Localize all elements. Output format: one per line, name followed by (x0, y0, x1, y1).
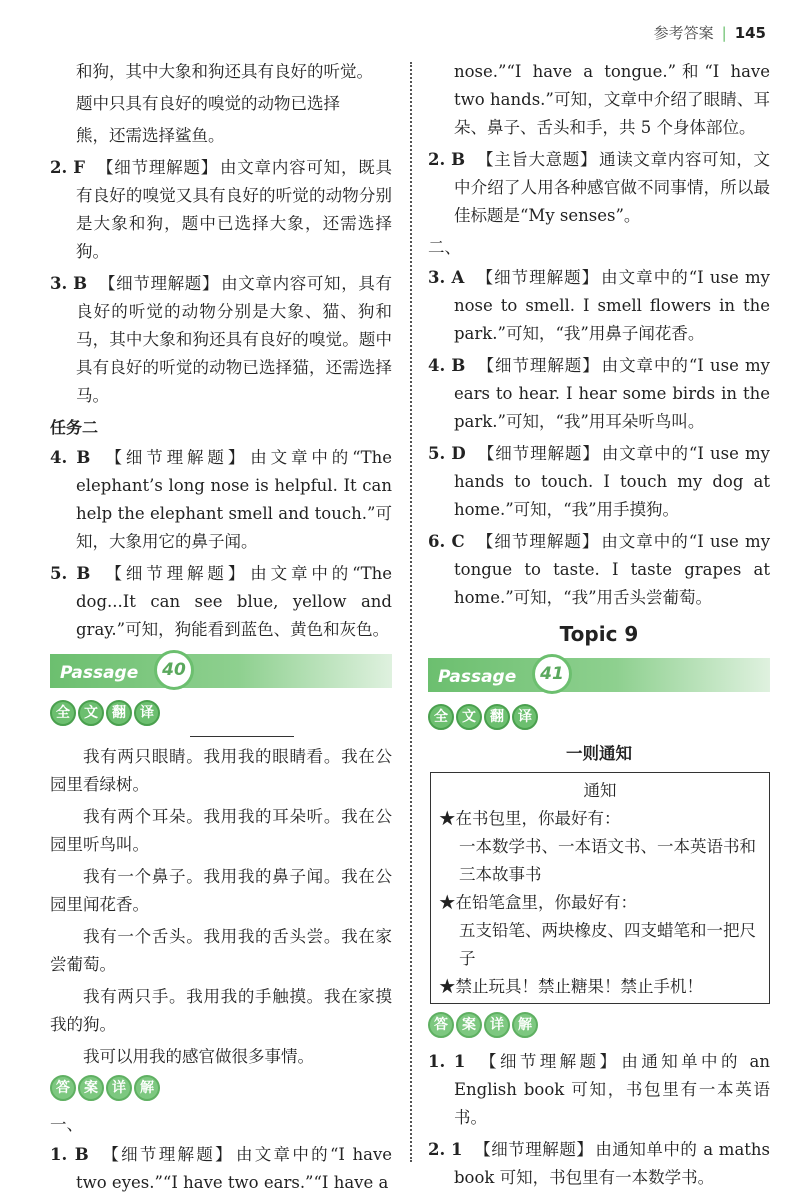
translation-paragraph: 我有两只手。我用我的手触摸。我在家摸我的狗。 (50, 987, 392, 1034)
page-header (654, 22, 766, 43)
passage-banner (50, 654, 392, 688)
notice-line: ★在铅笔盒里，你最好有： (439, 893, 637, 912)
column-divider (410, 62, 412, 1162)
answer-item: 3. A 【细节理解题】 由文章中的“I use my nose to smell. I smell flowers in the park.”可知，“我”用鼻子闻花香。 (428, 268, 771, 343)
notice-line: 一本数学书、一本语文书、一本英语书和三本故事书 (459, 837, 756, 884)
section-two: 二、 (428, 238, 461, 257)
answer-item: 1. B 【细节理解题】 由文章中的“I have two eyes.”“I have two ears.”“I have a (50, 1145, 393, 1192)
translation-heading: 全 文 翻 译 (428, 704, 770, 730)
continuation-text: nose.”“I have a tongue.”和“I have two hands.”可知，文章中介绍了眼睛、耳朵、鼻子、舌头和手，共 5 个身体部位。 (454, 62, 770, 137)
answer-item: 6. C 【细节理解题】 由文章中的“I use my tongue to taste. I taste grapes at home.”可知，“我”用舌头尝葡萄。 (428, 532, 771, 607)
passage-banner (428, 658, 770, 692)
answer-item: 4. B 【细节理解题】 由文章中的“The elephant’s long nose is helpful. It can help the elephant smell and touch.”可知，大象用它的鼻子闻。 (50, 448, 392, 551)
answer-detail-heading: 答 案 详 解 (428, 1012, 770, 1038)
passage-label: Passage (438, 667, 517, 687)
answer-detail-heading: 答 案 详 解 (50, 1075, 392, 1101)
left-column (50, 58, 392, 1201)
intro-line: 熊，还需选择鲨鱼。 (76, 126, 225, 145)
answer-item: 2. 1 【细节理解题】 由通知单中的 a maths book 可知，书包里有一本数学书。 (428, 1140, 771, 1187)
answer-item: 1. 1 【细节理解题】 由通知单中的 an English book 可知，书包里有一本英语书。 (428, 1052, 770, 1127)
title-rule (190, 736, 294, 737)
passage-number: 41 (532, 654, 572, 694)
notice-line: ★禁止玩具！禁止糖果！禁止手机！ (439, 977, 703, 996)
translation-heading: 全 文 翻 译 (50, 700, 392, 726)
notice-box (430, 772, 770, 1004)
intro-line: 题中只具有良好的嗅觉的动物已选择 (76, 94, 340, 113)
translation-paragraph: 我有两个耳朵。我用我的耳朵听。我在公园里听鸟叫。 (50, 807, 392, 854)
answer-item: 4. B 【细节理解题】 由文章中的“I use my ears to hear. I hear some birds in the park.”可知，“我”用耳朵听鸟叫。 (428, 356, 770, 431)
header-separator: | (721, 24, 727, 42)
notice-line: 五支铅笔、两块橡皮、四支蜡笔和一把尺子 (459, 921, 756, 968)
translation-paragraph: 我有一个舌头。我用我的舌头尝。我在家尝葡萄。 (50, 927, 392, 974)
translation-paragraph: 我有两只眼睛。我用我的眼睛看。我在公园里看绿树。 (50, 747, 392, 794)
notice-title: 一则通知 (566, 744, 632, 763)
topic-heading: Topic 9 (559, 622, 639, 646)
section-label: 参考答案 (653, 24, 714, 42)
answer-item: 2. B 【主旨大意题】 通读文章内容可知，文中介绍了人用各种感官做不同事情，所以最佳标题是“My senses”。 (428, 150, 770, 225)
answer-item: 2. F 【细节理解题】 由文章内容可知，既具有良好的嗅觉又具有良好的听觉的动物分别是大象和狗，题中已选择大象，还需选择狗。 (50, 158, 393, 261)
section-one: 一、 (50, 1115, 83, 1134)
passage-number: 40 (154, 650, 194, 690)
notice-line: ★在书包里，你最好有： (439, 809, 621, 828)
intro-line: 和狗，其中大象和狗还具有良好的听觉。 (76, 62, 373, 81)
passage-label: Passage (60, 663, 139, 683)
page-number: 145 (734, 24, 766, 42)
answer-item: 5. B 【细节理解题】 由文章中的“The dog...It can see blue, yellow and gray.”可知，狗能看到蓝色、黄色和灰色。 (50, 564, 392, 639)
right-column (428, 58, 770, 1196)
task-heading: 任务二 (50, 418, 99, 437)
notice-head: 通知 (583, 781, 617, 800)
translation-paragraph: 我有一个鼻子。我用我的鼻子闻。我在公园里闻花香。 (50, 867, 392, 914)
answer-item: 5. D 【细节理解题】 由文章中的“I use my hands to touch. I touch my dog at home.”可知，“我”用手摸狗。 (428, 444, 771, 519)
answer-item: 3. B 【细节理解题】 由文章内容可知，具有良好的听觉的动物分别是大象、猫、狗和马，其中大象和狗还具有良好的嗅觉。题中具有良好的听觉的动物已选择猫，还需选择马。 (50, 274, 392, 405)
translation-paragraph: 我可以用我的感官做很多事情。 (83, 1047, 314, 1066)
